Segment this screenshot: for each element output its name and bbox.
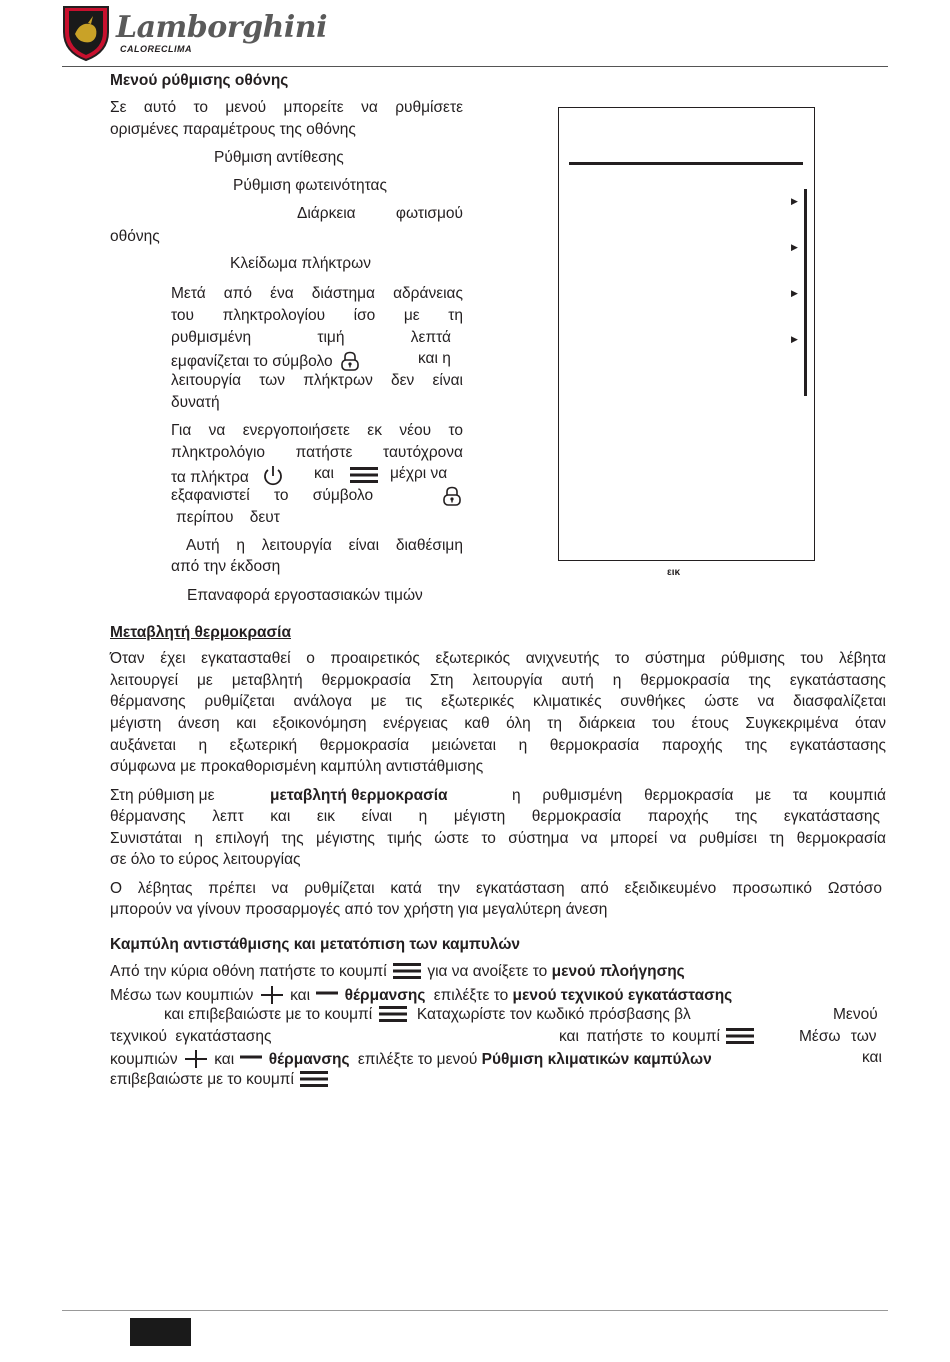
lamborghini-shield-icon [60,4,112,62]
page-number-block [130,1318,191,1346]
menu-icon [393,963,421,979]
paragraph-text: επιλέξτε το μενού [357,1051,478,1068]
keylock-text: και η [418,350,451,367]
paragraph-line: μέγιστη άνεση και εξοικονόμηση ενέργειας καθ όλη τη διάρκεια του έτους Συγκεκριμένα όταν [110,715,886,732]
brand-wordmark: Lamborghini [116,10,327,45]
curve-line-1 [110,963,685,981]
paragraph-text-bold: μενού τεχνικού εγκατάστασης [512,987,733,1004]
keylock-text: Για να ενεργοποιήσετε εκ νέου το [171,422,463,439]
paragraph-text: η ρυθμισμένη θερμοκρασία με τα κουμπιά [512,787,886,804]
lock-icon [339,350,361,372]
keylock-text: εμφανίζεται το σύμβολο [171,353,333,370]
paragraph-text: επιβεβαιώστε με το κουμπί [110,1071,294,1088]
menu-arrow-icon: ▶ [791,288,798,298]
keylock-text: του πληκτρολογίου ίσο με τη [171,307,463,324]
keylock-text: δυνατή [171,394,220,411]
menu-item-brightness: Ρύθμιση φωτεινότητας [233,177,387,194]
keylock-text: περίπου δευτ [176,509,280,526]
figure-caption: εικ [667,567,681,578]
keylock-text: λειτουργία των πλήκτρων δεν είναι [171,372,463,389]
paragraph-text: Καταχωρίστε τον κωδικό πρόσβασης βλ [416,1006,691,1023]
footer-divider [62,1310,888,1311]
menu-item-factory-reset: Επαναφορά εργοστασιακών τιμών [187,587,423,604]
paragraph-text: για να ανοίξετε το [427,963,548,980]
logo [60,4,327,62]
section-title-screen-menu: Μενού ρύθμισης οθόνης [110,72,289,89]
paragraph-text: και επιβεβαιώστε με το κουμπί [164,1006,373,1023]
paragraph-text: και [862,1049,882,1066]
curve-line-4 [559,1028,756,1046]
menu-item-contrast: Ρύθμιση αντίθεσης [214,149,344,166]
paragraph-line: θέρμανσης λεπτ και εικ είναι η μέγιστη θερμοκρασία παροχής της εγκατάστασης [110,808,880,825]
menu-icon [350,466,378,484]
curve-line-5 [110,1049,712,1069]
keylock-text: ρυθμισμένη τιμή λεπτά [171,329,451,346]
menu-icon [300,1071,328,1087]
keylock-text: τα πλήκτρα [171,469,249,486]
section-title-curve: Καμπύλη αντιστάθμισης και μετατόπιση των καμπυλών [110,936,521,953]
screen-menu-intro: ορισμένες παραμέτρους της οθόνης [110,121,356,138]
paragraph-text: κουμπιών [110,1051,178,1068]
keylock-text: εξαφανιστεί το σύμβολο [171,487,374,504]
menu-item-keylock: Κλείδωμα πλήκτρων [230,255,371,272]
paragraph-line: Όταν έχει εγκατασταθεί ο προαιρετικός εξωτερικός ανιχνευτής το σύστημα ρύθμισης του λέβητα [110,650,886,667]
curve-line-3 [164,1006,691,1024]
keylock-text: πληκτρολόγιο πατήστε ταυτόχρονα [171,444,463,461]
menu-item-backlight: οθόνης [110,228,160,245]
paragraph-line: σύμφωνα με προκαθορισμένη καμπύλη αντιστάθμισης [110,758,484,775]
paragraph-line: αυξάνεται η εξωτερική θερμοκρασία μειώνεται η θερμοκρασία παροχής της εγκατάστασης [110,737,886,754]
plus-icon [260,985,284,1005]
section-title-variable-temp: Μεταβλητή θερμοκρασία [110,624,291,641]
paragraph-text: και πατήστε το κουμπί [559,1028,720,1045]
header-divider [62,66,888,67]
menu-arrow-icon: ▶ [791,242,798,252]
paragraph-line: Συνιστάται η επιλογή της μέγιστης τιμής ώστε το σύστημα να μπορεί να ρυθμίσει τη θερμοκρασία [110,830,886,847]
paragraph-text: και [290,987,311,1004]
minus-icon [240,1052,262,1062]
paragraph-text: Μέσω των κουμπιών [110,987,254,1004]
plus-icon [184,1049,208,1069]
display-figure [558,107,815,561]
menu-icon [379,1006,407,1022]
minus-icon [316,988,338,998]
paragraph-line: Ο λέβητας πρέπει να ρυθμίζεται κατά την εγκατάσταση από εξειδικευμένο προσωπικό Ωστόσο [110,880,882,897]
display-title-bar [569,162,803,165]
paragraph-text: Μέσω των [799,1028,877,1045]
menu-arrow-icon: ▶ [791,196,798,206]
keylock-text: Μετά από ένα διάστημα αδράνειας [171,285,463,302]
paragraph-text: Μενού [833,1006,878,1023]
menu-icon [726,1028,754,1044]
display-scrollbar [804,189,807,396]
paragraph-text-bold: μεταβλητή θερμοκρασία [270,787,448,804]
paragraph-text: και [214,1051,235,1068]
keylock-text: Αυτή η λειτουργία είναι διαθέσιμη [186,537,463,554]
paragraph-line: θέρμανσης ρυθμίζεται ανάλογα με τις εξωτερικές κλιματικές συνθήκες ώστε να διασφαλίζεται [110,693,886,710]
keylock-text: από την έκδοση [171,558,281,575]
paragraph-line: μπορούν να γίνουν προσαρμογές από τον χρήστη για μεγαλύτερη άνεση [110,901,608,918]
curve-line-2 [110,985,732,1005]
paragraph-text-bold: Ρύθμιση κλιματικών καμπύλων [481,1051,712,1068]
paragraph-text: Στη ρύθμιση με [110,787,215,804]
power-icon [261,464,285,488]
paragraph-text: επιλέξτε το [433,987,509,1004]
menu-item-backlight: Διάρκεια φωτισμού [297,205,463,222]
lock-icon [441,485,463,507]
menu-arrow-icon: ▶ [791,334,798,344]
screen-menu-intro: Σε αυτό το μενού μπορείτε να ρυθμίσετε [110,99,463,116]
paragraph-line: λειτουργεί με μεταβλητή θερμοκρασία Στη λειτουργία αυτή η θερμοκρασία της εγκατάστασης [110,672,886,689]
paragraph-text-bold: θέρμανσης [268,1051,350,1068]
paragraph-text-bold: θέρμανσης [344,987,426,1004]
paragraph-text: τεχνικού εγκατάστασης [110,1028,272,1045]
keylock-text: μέχρι να [390,465,448,482]
brand-subtitle: CALORECLIMA [120,44,192,54]
paragraph-text: Από την κύρια οθόνη πατήστε το κουμπί [110,963,387,980]
paragraph-text-bold: μενού πλοήγησης [551,963,685,980]
keylock-text: και [314,465,334,482]
curve-line-6 [110,1071,330,1089]
paragraph-line: σε όλο το εύρος λειτουργίας [110,851,301,868]
